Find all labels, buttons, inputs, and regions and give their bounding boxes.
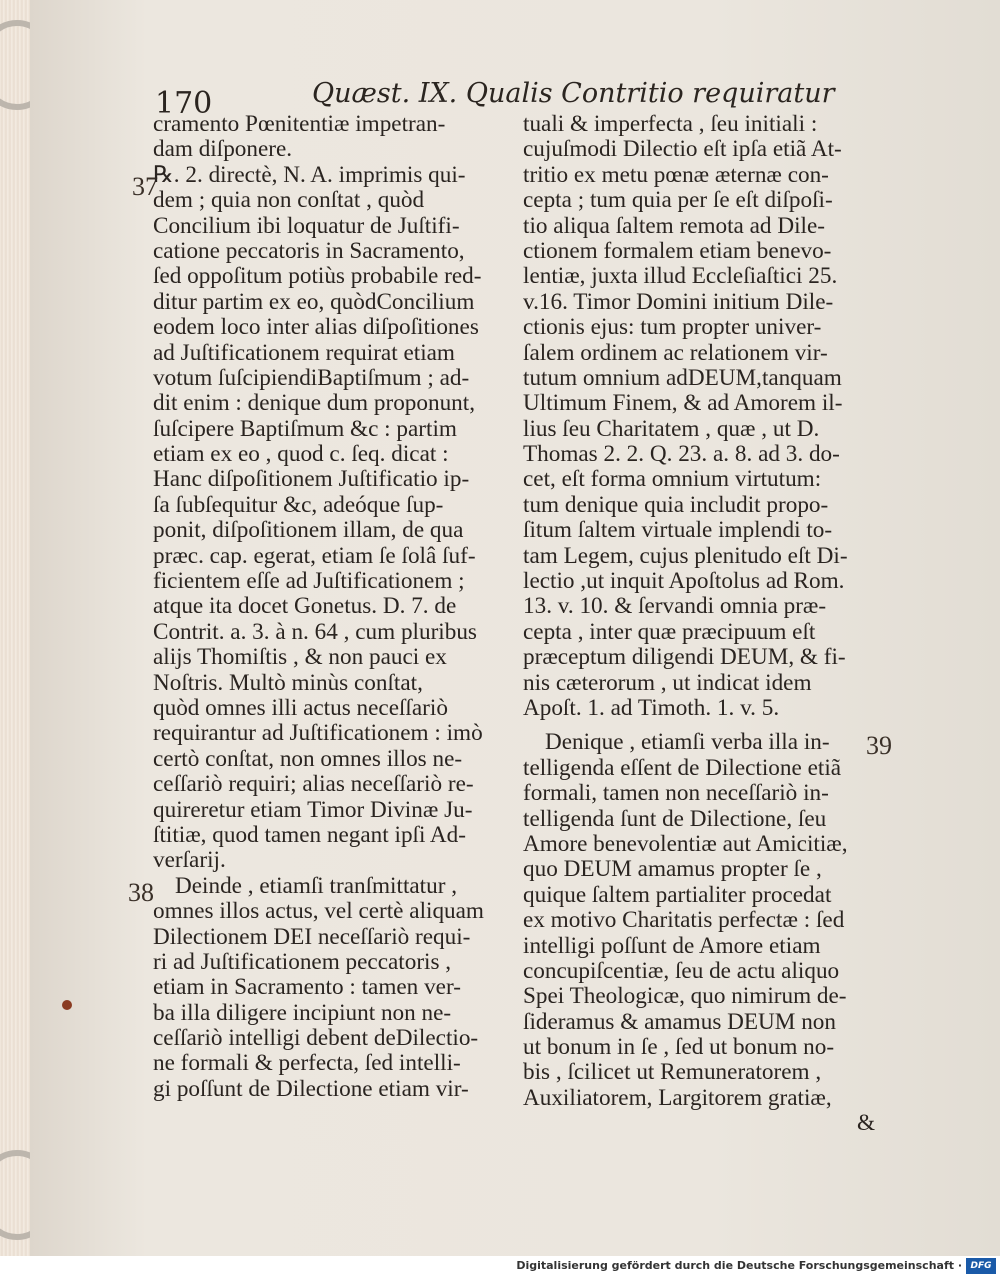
text-line: certò conſtat, non omnes illos ne-	[153, 746, 463, 772]
text-line: tutum omnium adDEUM,tanquam	[523, 365, 842, 391]
text-line: cepta , inter quæ præcipuum eſt	[523, 619, 816, 645]
text-line: ri ad Juſtificationem peccatoris ,	[153, 949, 452, 975]
text-line: nis cæterorum , ut indicat idem	[523, 670, 812, 696]
text-line: Ultimum Finem, & ad Amorem il-	[523, 391, 843, 417]
text-line: tum denique quia includit propo-	[523, 492, 829, 518]
text-line: telligenda eſſent de Dilectione etiã	[523, 755, 842, 781]
text-line: quireretur etiam Timor Divinæ Ju-	[153, 797, 473, 823]
margin-number-38: 38	[128, 878, 154, 907]
text-line: dem ; quia non conſtat , quòd	[153, 188, 425, 214]
text-line: ba illa diligere incipiunt non ne-	[153, 1000, 452, 1026]
text-line: præc. cap. egerat, etiam ſe ſolâ ſuf-	[153, 543, 476, 569]
text-line: cet, eſt forma omnium virtutum:	[523, 467, 822, 493]
text-line: votum ſuſcipiendiBaptiſmum ; ad-	[153, 365, 470, 391]
text-line: tuali & imperfecta , ſeu initiali :	[523, 112, 818, 137]
text-line: ctionem formalem etiam benevo-	[523, 238, 832, 264]
text-line: eodem loco inter alias diſpoſitiones	[153, 315, 479, 341]
text-line: quique ſaltem partialiter procedat	[523, 882, 832, 908]
text-line: Contrit. a. 3. à n. 64 , cum pluribus	[153, 619, 477, 645]
text-line: ditur partim ex eo, quòdConcilium	[153, 289, 475, 315]
text-line: v.16. Timor Domini initium Dile-	[523, 289, 834, 315]
text-line: concupiſcentiæ, ſeu de actu aliquo	[523, 958, 840, 984]
right-column	[523, 112, 875, 1137]
text-line: ne formali & perfecta, ſed intelli-	[153, 1051, 461, 1077]
text-line: Noſtris. Multò minùs conſtat,	[153, 670, 423, 696]
text-line: etiam in Sacramento : tamen ver-	[153, 975, 461, 1001]
text-line: verſarij.	[153, 848, 226, 874]
text-line: ſa ſubſequitur &c, adeóque ſup-	[153, 492, 444, 518]
text-line: etiam ex eo , quod c. ſeq. dicat :	[153, 442, 449, 468]
text-line: Apoſt. 1. ad Timoth. 1. v. 5.	[523, 695, 780, 721]
text-line: bis , ſcilicet ut Remuneratorem ,	[523, 1060, 822, 1086]
text-line: quòd omnes illi actus neceſſariò	[153, 695, 448, 721]
text-line: ſuſcipere Baptiſmum &c : partim	[153, 416, 457, 442]
text-line: gi poſſunt de Dilectione etiam vir-	[153, 1076, 469, 1102]
text-line: præceptum diligendi DEUM, & fi-	[523, 645, 846, 671]
text-line: ut bonum in ſe , ſed ut bonum no-	[523, 1035, 835, 1061]
running-title: Quæst. IX. Qualis Contritio requiratur	[312, 78, 835, 109]
text-line: lectio ,ut inquit Apoſtolus ad Rom.	[523, 569, 845, 595]
page-header	[0, 76, 1000, 121]
page-number: 170	[155, 86, 213, 121]
left-column	[153, 112, 498, 1102]
text-line: ſalem ordinem ac relationem vir-	[523, 340, 828, 366]
text-line: Concilium ibi loquatur de Juſtifi-	[153, 213, 460, 239]
text-line: tritio ex metu pœnæ æternæ con-	[523, 162, 829, 188]
ink-spot	[62, 1000, 72, 1010]
text-line: ſtitiæ, quod tamen negant ipſi Ad-	[153, 822, 466, 848]
text-line: requirantur ad Juſtificationem : imò	[153, 721, 483, 747]
text-line: tam Legem, cujus plenitudo eſt Di-	[523, 543, 848, 569]
text-line: catione peccatoris in Sacramento,	[153, 238, 465, 264]
text-line: ſitum ſaltem virtuale implendi to-	[523, 518, 833, 544]
text-line: formali, tamen non neceſſariò in-	[523, 781, 829, 807]
margin-number-37: 37	[132, 172, 158, 201]
text-line: ceſſariò requiri; alias neceſſariò re-	[153, 772, 474, 798]
text-line: ſideramus & amamus DEUM non	[523, 1009, 836, 1035]
text-line: dit enim : denique dum proponunt,	[153, 391, 476, 417]
dfg-logo: DFG	[966, 1258, 996, 1274]
text-line: quo DEUM amamus propter ſe ,	[523, 857, 822, 883]
text-line: omnes illos actus, vel certè aliquam	[153, 899, 484, 925]
text-line: intelligi poſſunt de Amore etiam	[523, 933, 821, 959]
text-line: alijs Thomiſtis , & non pauci ex	[153, 645, 447, 671]
text-line: cramento Pœnitentiæ impetran-	[153, 112, 446, 137]
text-line: ceſſariò intelligi debent deDilectio-	[153, 1026, 479, 1052]
text-line: telligenda ſunt de Dilectione, ſeu	[523, 806, 827, 832]
text-line: dam diſponere.	[153, 137, 293, 163]
text-line: Auxiliatorem, Largitorem gratiæ,	[523, 1085, 832, 1111]
text-line: cepta ; tum quia per ſe eſt diſpoſi-	[523, 188, 833, 214]
text-line: ad Juſtificationem requirat etiam	[153, 340, 455, 366]
text-line: ex motivo Charitatis perfectæ : ſed	[523, 908, 845, 934]
text-line: lius ſeu Charitatem , quæ , ut D.	[523, 416, 820, 442]
text-line: ſed oppoſitum potiùs probabile red-	[153, 264, 482, 290]
text-line: cujuſmodi Dilectio eſt ipſa etiã At-	[523, 137, 842, 163]
paragraph-gap	[523, 721, 875, 730]
text-line: 13. v. 10. & ſervandi omnia præ-	[523, 594, 827, 620]
text-line: Amore benevolentiæ aut Amicitiæ,	[523, 831, 848, 857]
catchword: &	[856, 1111, 875, 1137]
text-line: atque ita docet Gonetus. D. 7. de	[153, 594, 457, 620]
text-line: Hanc diſpoſitionem Juſtificatio ip-	[153, 467, 470, 493]
text-line: lentiæ, juxta illud Eccleſiaſtici 25.	[523, 264, 838, 290]
text-line: tio aliqua ſaltem remota ad Dile-	[523, 213, 825, 239]
text-line: ficientem eſſe ad Juſtificationem ;	[153, 569, 465, 595]
text-line: Deinde , etiamſi tranſmittatur ,	[175, 873, 458, 899]
text-line: ponit, diſpoſitionem illam, de qua	[153, 518, 464, 544]
text-line: Spei Theologicæ, quo nimirum de-	[523, 984, 847, 1010]
margin-number-39: 39	[866, 731, 892, 760]
footer-band	[0, 1256, 1000, 1278]
text-line: ctionis ejus: tum propter univer-	[523, 315, 822, 341]
text-line: Dilectionem DEI neceſſariò requi-	[153, 924, 471, 950]
text-line: ℞. 2. directè, N. A. imprimis qui-	[153, 162, 466, 188]
text-line: Thomas 2. 2. Q. 23. a. 8. ad 3. do-	[523, 442, 840, 468]
text-line: Denique , etiamſi verba illa in-	[545, 730, 830, 756]
funding-credit: Digitalisierung gefördert durch die Deutsche Forschungsgemeinschaft ·	[516, 1259, 962, 1272]
